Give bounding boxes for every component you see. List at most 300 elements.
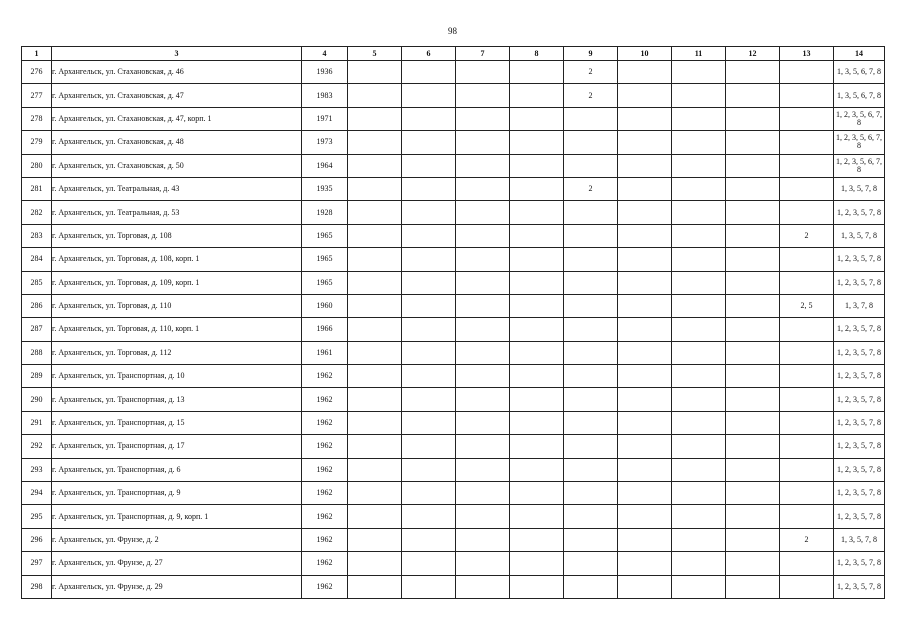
empty-cell xyxy=(348,154,402,177)
table-row xyxy=(22,528,885,551)
empty-cell xyxy=(510,131,564,154)
address-cell: г. Архангельск, ул. Транспортная, д. 17 xyxy=(52,435,302,458)
table-row xyxy=(22,482,885,505)
empty-cell xyxy=(402,435,456,458)
empty-cell xyxy=(510,435,564,458)
row-number: 283 xyxy=(22,224,52,247)
empty-cell xyxy=(672,271,726,294)
empty-cell xyxy=(348,458,402,481)
year-cell: 1965 xyxy=(302,248,348,271)
table-row xyxy=(22,201,885,224)
table-row xyxy=(22,341,885,364)
empty-cell xyxy=(456,318,510,341)
empty-cell xyxy=(456,201,510,224)
empty-cell xyxy=(618,435,672,458)
empty-cell xyxy=(618,154,672,177)
empty-cell xyxy=(456,177,510,200)
empty-cell xyxy=(348,224,402,247)
col13-cell xyxy=(780,365,834,388)
col9-cell xyxy=(564,388,618,411)
col9-cell xyxy=(564,131,618,154)
empty-cell xyxy=(456,107,510,130)
empty-cell xyxy=(618,552,672,575)
empty-cell xyxy=(672,84,726,107)
empty-cell xyxy=(456,575,510,598)
table-row xyxy=(22,505,885,528)
col13-cell xyxy=(780,575,834,598)
empty-cell xyxy=(618,201,672,224)
col9-cell: 2 xyxy=(564,61,618,84)
empty-cell xyxy=(672,341,726,364)
col9-cell xyxy=(564,458,618,481)
empty-cell xyxy=(618,84,672,107)
empty-cell xyxy=(618,318,672,341)
empty-cell xyxy=(672,458,726,481)
year-cell: 1935 xyxy=(302,177,348,200)
empty-cell xyxy=(672,107,726,130)
col9-cell xyxy=(564,224,618,247)
empty-cell xyxy=(726,131,780,154)
column-header: 5 xyxy=(348,47,402,61)
col14-cell: 1, 2, 3, 5, 6, 7, 8 xyxy=(834,154,885,177)
col14-cell: 1, 2, 3, 5, 7, 8 xyxy=(834,201,885,224)
table-row xyxy=(22,411,885,434)
col13-cell xyxy=(780,318,834,341)
col9-cell xyxy=(564,271,618,294)
empty-cell xyxy=(402,201,456,224)
empty-cell xyxy=(726,341,780,364)
column-header: 14 xyxy=(834,47,885,61)
empty-cell xyxy=(618,365,672,388)
col9-cell xyxy=(564,201,618,224)
col14-cell: 1, 2, 3, 5, 7, 8 xyxy=(834,575,885,598)
col14-cell: 1, 2, 3, 5, 7, 8 xyxy=(834,411,885,434)
empty-cell xyxy=(672,528,726,551)
year-cell: 1962 xyxy=(302,435,348,458)
year-cell: 1928 xyxy=(302,201,348,224)
empty-cell xyxy=(348,84,402,107)
address-cell: г. Архангельск, ул. Стахановская, д. 47, корп. 1 xyxy=(52,107,302,130)
table-row xyxy=(22,84,885,107)
empty-cell xyxy=(510,528,564,551)
empty-cell xyxy=(348,552,402,575)
column-header: 10 xyxy=(618,47,672,61)
year-cell: 1962 xyxy=(302,575,348,598)
row-number: 293 xyxy=(22,458,52,481)
row-number: 297 xyxy=(22,552,52,575)
empty-cell xyxy=(456,131,510,154)
empty-cell xyxy=(726,177,780,200)
row-number: 298 xyxy=(22,575,52,598)
empty-cell xyxy=(510,61,564,84)
empty-cell xyxy=(348,575,402,598)
empty-cell xyxy=(726,224,780,247)
empty-cell xyxy=(510,411,564,434)
empty-cell xyxy=(510,552,564,575)
empty-cell xyxy=(510,107,564,130)
year-cell: 1962 xyxy=(302,411,348,434)
empty-cell xyxy=(348,388,402,411)
row-number: 285 xyxy=(22,271,52,294)
address-cell: г. Архангельск, ул. Театральная, д. 53 xyxy=(52,201,302,224)
empty-cell xyxy=(348,482,402,505)
empty-cell xyxy=(510,318,564,341)
col14-cell: 1, 3, 5, 6, 7, 8 xyxy=(834,61,885,84)
col13-cell xyxy=(780,482,834,505)
col13-cell xyxy=(780,131,834,154)
row-number: 286 xyxy=(22,294,52,317)
empty-cell xyxy=(726,411,780,434)
empty-cell xyxy=(672,482,726,505)
address-cell: г. Архангельск, ул. Фрунзе, д. 27 xyxy=(52,552,302,575)
year-cell: 1965 xyxy=(302,224,348,247)
col13-cell xyxy=(780,84,834,107)
empty-cell xyxy=(456,411,510,434)
col14-cell: 1, 2, 3, 5, 7, 8 xyxy=(834,248,885,271)
year-cell: 1962 xyxy=(302,552,348,575)
empty-cell xyxy=(456,458,510,481)
column-header: 7 xyxy=(456,47,510,61)
empty-cell xyxy=(726,248,780,271)
empty-cell xyxy=(348,177,402,200)
empty-cell xyxy=(348,365,402,388)
empty-cell xyxy=(726,154,780,177)
empty-cell xyxy=(402,224,456,247)
empty-cell xyxy=(402,575,456,598)
empty-cell xyxy=(456,341,510,364)
row-number: 289 xyxy=(22,365,52,388)
row-number: 295 xyxy=(22,505,52,528)
col9-cell xyxy=(564,575,618,598)
empty-cell xyxy=(456,61,510,84)
row-number: 296 xyxy=(22,528,52,551)
empty-cell xyxy=(348,411,402,434)
address-cell: г. Архангельск, ул. Торговая, д. 108 xyxy=(52,224,302,247)
address-cell: г. Архангельск, ул. Транспортная, д. 10 xyxy=(52,365,302,388)
col13-cell xyxy=(780,341,834,364)
empty-cell xyxy=(348,107,402,130)
empty-cell xyxy=(618,575,672,598)
empty-cell xyxy=(348,131,402,154)
col14-cell: 1, 2, 3, 5, 7, 8 xyxy=(834,552,885,575)
col9-cell xyxy=(564,505,618,528)
address-cell: г. Архангельск, ул. Торговая, д. 112 xyxy=(52,341,302,364)
empty-cell xyxy=(402,365,456,388)
col9-cell xyxy=(564,482,618,505)
year-cell: 1960 xyxy=(302,294,348,317)
empty-cell xyxy=(402,84,456,107)
table-row xyxy=(22,61,885,84)
empty-cell xyxy=(726,505,780,528)
col14-cell: 1, 2, 3, 5, 7, 8 xyxy=(834,271,885,294)
col13-cell: 2, 5 xyxy=(780,294,834,317)
table-row xyxy=(22,294,885,317)
empty-cell xyxy=(348,201,402,224)
empty-cell xyxy=(726,271,780,294)
empty-cell xyxy=(402,131,456,154)
empty-cell xyxy=(672,365,726,388)
empty-cell xyxy=(402,107,456,130)
table-row xyxy=(22,107,885,130)
col14-cell: 1, 2, 3, 5, 7, 8 xyxy=(834,341,885,364)
row-number: 287 xyxy=(22,318,52,341)
address-cell: г. Архангельск, ул. Торговая, д. 110, корп. 1 xyxy=(52,318,302,341)
empty-cell xyxy=(618,528,672,551)
year-cell: 1936 xyxy=(302,61,348,84)
col9-cell xyxy=(564,411,618,434)
table-row xyxy=(22,154,885,177)
empty-cell xyxy=(618,271,672,294)
column-header: 11 xyxy=(672,47,726,61)
empty-cell xyxy=(348,318,402,341)
address-cell: г. Архангельск, ул. Торговая, д. 110 xyxy=(52,294,302,317)
col14-cell: 1, 2, 3, 5, 7, 8 xyxy=(834,505,885,528)
table-row xyxy=(22,458,885,481)
table-row xyxy=(22,575,885,598)
empty-cell xyxy=(672,552,726,575)
page-number: 98 xyxy=(448,26,457,36)
table-header-row xyxy=(22,47,885,61)
address-cell: г. Архангельск, ул. Стахановская, д. 48 xyxy=(52,131,302,154)
col14-cell: 1, 2, 3, 5, 7, 8 xyxy=(834,458,885,481)
table-row xyxy=(22,365,885,388)
col13-cell xyxy=(780,435,834,458)
empty-cell xyxy=(510,388,564,411)
row-number: 282 xyxy=(22,201,52,224)
empty-cell xyxy=(348,294,402,317)
row-number: 291 xyxy=(22,411,52,434)
year-cell: 1962 xyxy=(302,505,348,528)
empty-cell xyxy=(402,482,456,505)
col13-cell xyxy=(780,201,834,224)
table-row xyxy=(22,248,885,271)
empty-cell xyxy=(456,552,510,575)
empty-cell xyxy=(402,177,456,200)
address-cell: г. Архангельск, ул. Стахановская, д. 50 xyxy=(52,154,302,177)
empty-cell xyxy=(726,365,780,388)
empty-cell xyxy=(456,435,510,458)
empty-cell xyxy=(402,154,456,177)
empty-cell xyxy=(510,154,564,177)
table-row xyxy=(22,131,885,154)
table-row xyxy=(22,388,885,411)
col13-cell xyxy=(780,154,834,177)
address-cell: г. Архангельск, ул. Стахановская, д. 47 xyxy=(52,84,302,107)
col9-cell xyxy=(564,248,618,271)
row-number: 277 xyxy=(22,84,52,107)
address-cell: г. Архангельск, ул. Торговая, д. 109, корп. 1 xyxy=(52,271,302,294)
empty-cell xyxy=(672,154,726,177)
table-row xyxy=(22,435,885,458)
col14-cell: 1, 2, 3, 5, 7, 8 xyxy=(834,388,885,411)
empty-cell xyxy=(402,528,456,551)
table-row xyxy=(22,552,885,575)
empty-cell xyxy=(456,224,510,247)
col13-cell xyxy=(780,458,834,481)
register-table xyxy=(21,46,885,599)
empty-cell xyxy=(402,388,456,411)
address-cell: г. Архангельск, ул. Фрунзе, д. 29 xyxy=(52,575,302,598)
row-number: 292 xyxy=(22,435,52,458)
year-cell: 1965 xyxy=(302,271,348,294)
year-cell: 1973 xyxy=(302,131,348,154)
row-number: 280 xyxy=(22,154,52,177)
empty-cell xyxy=(348,271,402,294)
empty-cell xyxy=(402,294,456,317)
year-cell: 1962 xyxy=(302,482,348,505)
year-cell: 1961 xyxy=(302,341,348,364)
empty-cell xyxy=(618,107,672,130)
empty-cell xyxy=(402,458,456,481)
row-number: 294 xyxy=(22,482,52,505)
address-cell: г. Архангельск, ул. Транспортная, д. 6 xyxy=(52,458,302,481)
empty-cell xyxy=(672,575,726,598)
empty-cell xyxy=(348,435,402,458)
empty-cell xyxy=(510,248,564,271)
col9-cell xyxy=(564,154,618,177)
empty-cell xyxy=(348,528,402,551)
year-cell: 1962 xyxy=(302,458,348,481)
col14-cell: 1, 3, 5, 7, 8 xyxy=(834,177,885,200)
empty-cell xyxy=(672,411,726,434)
col14-cell: 1, 3, 7, 8 xyxy=(834,294,885,317)
empty-cell xyxy=(348,341,402,364)
col14-cell: 1, 3, 5, 7, 8 xyxy=(834,224,885,247)
empty-cell xyxy=(402,411,456,434)
col9-cell xyxy=(564,365,618,388)
col14-cell: 1, 3, 5, 6, 7, 8 xyxy=(834,84,885,107)
empty-cell xyxy=(672,131,726,154)
empty-cell xyxy=(456,84,510,107)
empty-cell xyxy=(672,248,726,271)
table-row xyxy=(22,177,885,200)
row-number: 276 xyxy=(22,61,52,84)
empty-cell xyxy=(510,84,564,107)
row-number: 281 xyxy=(22,177,52,200)
address-cell: г. Архангельск, ул. Транспортная, д. 13 xyxy=(52,388,302,411)
empty-cell xyxy=(618,61,672,84)
empty-cell xyxy=(726,318,780,341)
row-number: 288 xyxy=(22,341,52,364)
empty-cell xyxy=(456,388,510,411)
empty-cell xyxy=(672,505,726,528)
empty-cell xyxy=(402,552,456,575)
table-row xyxy=(22,224,885,247)
empty-cell xyxy=(456,248,510,271)
empty-cell xyxy=(726,388,780,411)
address-cell: г. Архангельск, ул. Транспортная, д. 15 xyxy=(52,411,302,434)
col9-cell xyxy=(564,552,618,575)
empty-cell xyxy=(402,61,456,84)
empty-cell xyxy=(510,201,564,224)
empty-cell xyxy=(726,552,780,575)
column-header: 12 xyxy=(726,47,780,61)
empty-cell xyxy=(348,248,402,271)
empty-cell xyxy=(510,294,564,317)
empty-cell xyxy=(402,505,456,528)
empty-cell xyxy=(402,271,456,294)
column-header: 4 xyxy=(302,47,348,61)
empty-cell xyxy=(510,365,564,388)
empty-cell xyxy=(618,458,672,481)
empty-cell xyxy=(618,224,672,247)
empty-cell xyxy=(618,482,672,505)
empty-cell xyxy=(672,435,726,458)
column-header: 8 xyxy=(510,47,564,61)
year-cell: 1971 xyxy=(302,107,348,130)
col13-cell: 2 xyxy=(780,528,834,551)
empty-cell xyxy=(672,388,726,411)
col14-cell: 1, 2, 3, 5, 6, 7, 8 xyxy=(834,107,885,130)
empty-cell xyxy=(726,435,780,458)
year-cell: 1962 xyxy=(302,388,348,411)
col13-cell xyxy=(780,248,834,271)
empty-cell xyxy=(618,294,672,317)
year-cell: 1962 xyxy=(302,365,348,388)
year-cell: 1983 xyxy=(302,84,348,107)
address-cell: г. Архангельск, ул. Транспортная, д. 9, корп. 1 xyxy=(52,505,302,528)
empty-cell xyxy=(456,271,510,294)
empty-cell xyxy=(456,482,510,505)
col13-cell xyxy=(780,107,834,130)
col13-cell xyxy=(780,388,834,411)
empty-cell xyxy=(672,294,726,317)
empty-cell xyxy=(726,458,780,481)
year-cell: 1962 xyxy=(302,528,348,551)
row-number: 284 xyxy=(22,248,52,271)
empty-cell xyxy=(510,224,564,247)
empty-cell xyxy=(618,388,672,411)
empty-cell xyxy=(726,528,780,551)
empty-cell xyxy=(402,318,456,341)
empty-cell xyxy=(618,411,672,434)
column-header: 3 xyxy=(52,47,302,61)
col14-cell: 1, 2, 3, 5, 7, 8 xyxy=(834,435,885,458)
row-number: 278 xyxy=(22,107,52,130)
empty-cell xyxy=(456,154,510,177)
empty-cell xyxy=(726,575,780,598)
row-number: 290 xyxy=(22,388,52,411)
year-cell: 1966 xyxy=(302,318,348,341)
column-header: 1 xyxy=(22,47,52,61)
col9-cell xyxy=(564,528,618,551)
col9-cell xyxy=(564,318,618,341)
address-cell: г. Архангельск, ул. Транспортная, д. 9 xyxy=(52,482,302,505)
empty-cell xyxy=(726,294,780,317)
empty-cell xyxy=(348,505,402,528)
col14-cell: 1, 2, 3, 5, 7, 8 xyxy=(834,365,885,388)
col9-cell: 2 xyxy=(564,177,618,200)
year-cell: 1964 xyxy=(302,154,348,177)
empty-cell xyxy=(726,201,780,224)
empty-cell xyxy=(456,505,510,528)
empty-cell xyxy=(726,482,780,505)
empty-cell xyxy=(510,575,564,598)
empty-cell xyxy=(726,84,780,107)
empty-cell xyxy=(672,318,726,341)
col13-cell xyxy=(780,177,834,200)
empty-cell xyxy=(672,177,726,200)
empty-cell xyxy=(510,341,564,364)
empty-cell xyxy=(510,458,564,481)
empty-cell xyxy=(618,505,672,528)
address-cell: г. Архангельск, ул. Фрунзе, д. 2 xyxy=(52,528,302,551)
empty-cell xyxy=(618,177,672,200)
col9-cell xyxy=(564,294,618,317)
empty-cell xyxy=(726,107,780,130)
empty-cell xyxy=(348,61,402,84)
address-cell: г. Архангельск, ул. Стахановская, д. 46 xyxy=(52,61,302,84)
